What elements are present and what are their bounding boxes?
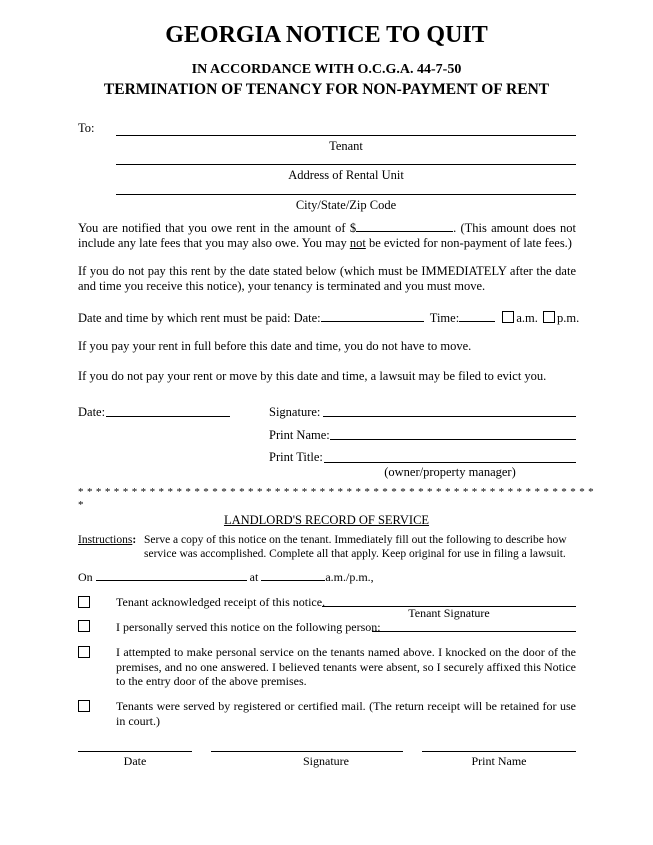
deadline-date-field[interactable] [321, 309, 424, 322]
option-4-text: Tenants were served by registered or certified mail. (The return receipt will be retained for use in court.) [116, 699, 576, 728]
rent-text-a: You are notified that you owe rent in the amount of $ [78, 221, 357, 235]
tenant-signature-caption: Tenant Signature [408, 606, 490, 620]
option-4-checkbox[interactable] [78, 700, 90, 712]
am-label: a.m. [516, 311, 538, 325]
tenant-caption: Tenant [329, 139, 363, 153]
print-name-label: Print Name: [269, 428, 330, 442]
instructions-word: Instructions [78, 534, 133, 546]
city-caption: City/State/Zip Code [295, 198, 397, 212]
owner-caption: (owner/property manager) [384, 465, 516, 479]
footer-print-name-caption: Print Name [471, 754, 527, 768]
footer-date-field[interactable] [78, 751, 192, 752]
footer-signature-caption: Signature [303, 754, 349, 768]
star-separator: * * * * * * * * * * * * * * * * * * * * * * * * * * * * * * * * * * * * * * * * * * * * * * * * * * * * * * * * * * [78, 486, 594, 498]
service-date-row [78, 568, 374, 585]
instructions-line-2: service was accomplished. Complete all that apply. Keep original for use in filing a lawsuit. [144, 548, 566, 560]
rent-amount-field[interactable] [356, 219, 453, 232]
rent-not: not [349, 236, 366, 250]
service-heading: LANDLORD'S RECORD OF SERVICE [223, 513, 430, 527]
on-label: On [78, 570, 93, 584]
service-date-field[interactable] [96, 568, 247, 581]
to-label: To: [78, 121, 95, 135]
pm-label: p.m. [556, 311, 580, 325]
option-2-text: I personally served this notice on the following person: [116, 620, 381, 634]
deadline-time-field[interactable] [459, 309, 495, 322]
print-title-label: Print Title: [269, 450, 323, 464]
service-time-field[interactable] [261, 568, 325, 581]
city-state-zip-line[interactable] [116, 194, 576, 195]
rent-text-b: . (This amount does not include any late fees that you may also owe. You may [78, 221, 576, 250]
statute-subtitle: IN ACCORDANCE WITH O.C.G.A. 44-7-50 [191, 62, 462, 77]
footer-signature-field[interactable] [211, 751, 403, 752]
at-label: at [249, 570, 259, 584]
pay-by-paragraph: If you do not pay this rent by the date stated below (which must be IMMEDIATELY after the date and time you receive this notice), your tenancy is terminated and you must move. [78, 264, 576, 293]
page-title: GEORGIA NOTICE TO QUIT [165, 22, 488, 48]
footer-date-caption: Date [123, 754, 147, 768]
tenant-name-line[interactable] [116, 135, 576, 136]
option-2-checkbox[interactable] [78, 620, 90, 632]
rent-amount-paragraph [78, 219, 576, 251]
termination-subtitle: TERMINATION OF TENANCY FOR NON-PAYMENT OF RENT [103, 81, 550, 98]
instructions-colon: : [132, 534, 137, 546]
footer-print-name-field[interactable] [422, 751, 576, 752]
pay-full-paragraph: If you pay your rent in full before this date and time, you do not have to move. [78, 339, 472, 353]
address-caption: Address of Rental Unit [288, 168, 404, 182]
instructions-label [78, 534, 136, 546]
option-3-text: I attempted to make personal service on the tenants named above. I knocked on the door of the premises, and no one answered. I believed tenants were absent, so I securely affixed this Notice to the entry door of the above premises. [116, 645, 576, 688]
pm-checkbox[interactable] [543, 311, 555, 323]
am-checkbox[interactable] [502, 311, 514, 323]
print-title-field[interactable] [324, 462, 576, 463]
date-field[interactable] [106, 416, 230, 417]
print-name-field[interactable] [330, 439, 576, 440]
signature-label: Signature: [269, 405, 321, 419]
time-label: Time: [429, 311, 460, 325]
served-person-field[interactable] [372, 631, 576, 632]
option-3-checkbox[interactable] [78, 646, 90, 658]
option-1-text: Tenant acknowledged receipt of this notice. [116, 595, 326, 609]
star-separator-tail: * [78, 499, 84, 511]
deadline-label: Date and time by which rent must be paid: Date: [78, 311, 321, 325]
rent-text-c: be evicted for non-payment of late fees.) [365, 236, 572, 250]
deadline-row [78, 309, 579, 326]
date-label: Date: [78, 405, 106, 419]
option-1-checkbox[interactable] [78, 596, 90, 608]
ampm-label: a.m./p.m., [325, 570, 374, 584]
instructions-line-1: Serve a copy of this notice on the tenant. Immediately fill out the following to describe how [144, 534, 567, 546]
signature-field[interactable] [323, 416, 576, 417]
rental-address-line[interactable] [116, 164, 576, 165]
lawsuit-paragraph: If you do not pay your rent or move by this date and time, a lawsuit may be filed to evict you. [78, 369, 547, 383]
